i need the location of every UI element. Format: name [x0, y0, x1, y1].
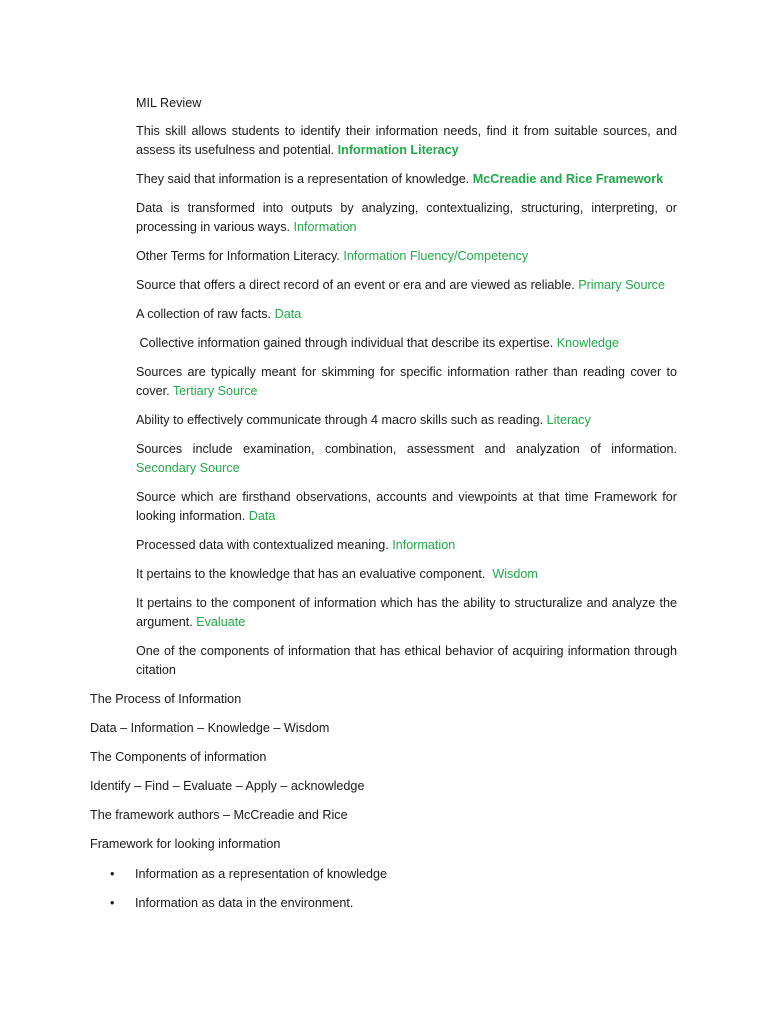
review-question: This skill allows students to identify their information needs, find it from suitable sources, and assess its usefulness and potential.	[136, 124, 677, 157]
review-item	[136, 642, 677, 680]
review-item	[136, 276, 677, 295]
bullet-icon: •	[110, 867, 115, 881]
review-item	[136, 440, 677, 478]
review-answer: Information	[392, 538, 456, 552]
review-answer: Data	[274, 307, 302, 321]
review-answer: Evaluate	[196, 615, 246, 629]
review-answer: Information Literacy	[337, 143, 459, 157]
list-item	[110, 894, 353, 912]
review-answer: Information Fluency/Competency	[343, 249, 529, 263]
review-question: Ability to effectively communicate through 4 macro skills such as reading.	[136, 413, 547, 427]
review-item	[136, 334, 677, 353]
review-item	[136, 594, 677, 632]
review-question: Source that offers a direct record of an event or era and are viewed as reliable.	[136, 278, 579, 292]
review-item	[136, 565, 677, 584]
review-item	[136, 247, 677, 266]
review-question: A collection of raw facts.	[136, 307, 275, 321]
review-answer: Data	[248, 509, 276, 523]
bullet-icon: •	[110, 896, 115, 910]
note-line: Identify – Find – Evaluate – Apply – acknowledge	[90, 779, 365, 793]
note-line: The framework authors – McCreadie and Rice	[90, 808, 348, 822]
review-question: Source which are firsthand observations, accounts and viewpoints at that time Framework for looking information.	[136, 490, 677, 523]
list-item	[110, 865, 387, 883]
section-heading: The Components of information	[90, 750, 267, 764]
review-item	[136, 170, 677, 189]
list-item-text: Information as a representation of knowledge	[135, 867, 388, 881]
document-title: MIL Review	[136, 96, 202, 110]
review-question: Collective information gained through individual that describe its expertise.	[136, 336, 557, 350]
review-answer: Information	[293, 220, 357, 234]
review-item	[136, 536, 677, 555]
review-answer: McCreadie and Rice Framework	[472, 172, 664, 186]
review-answer: Secondary Source	[136, 461, 240, 475]
review-answer: Knowledge	[556, 336, 620, 350]
review-answer: Primary Source	[578, 278, 665, 292]
review-item	[136, 199, 677, 237]
review-question: Sources are typically meant for skimming for specific information rather than reading cover to cover.	[136, 365, 677, 398]
review-question: Other Terms for Information Literacy.	[136, 249, 344, 263]
review-question: They said that information is a representation of knowledge.	[136, 172, 473, 186]
review-question: Processed data with contextualized meaning.	[136, 538, 393, 552]
review-item	[136, 363, 677, 401]
review-answer: Wisdom	[492, 567, 538, 581]
review-question: It pertains to the knowledge that has an evaluative component.	[136, 567, 493, 581]
section-heading: The Process of Information	[90, 692, 242, 706]
review-item	[136, 305, 677, 324]
review-answer: Literacy	[546, 413, 591, 427]
review-item	[136, 488, 677, 526]
review-question: Sources include examination, combination, assessment and analyzation of information.	[136, 442, 677, 456]
review-question: It pertains to the component of information which has the ability to structuralize and analyze the argument.	[136, 596, 677, 629]
review-question: Data is transformed into outputs by analyzing, contextualizing, structuring, interpreting, or processing in various ways.	[136, 201, 677, 234]
note-line: Data – Information – Knowledge – Wisdom	[90, 721, 330, 735]
section-heading: Framework for looking information	[90, 837, 281, 851]
list-item-text: Information as data in the environment.	[135, 896, 354, 910]
review-answer: Tertiary Source	[172, 384, 258, 398]
review-question: One of the components of information that has ethical behavior of acquiring information through citation	[136, 644, 677, 677]
review-item	[136, 411, 677, 430]
review-item	[136, 122, 677, 160]
